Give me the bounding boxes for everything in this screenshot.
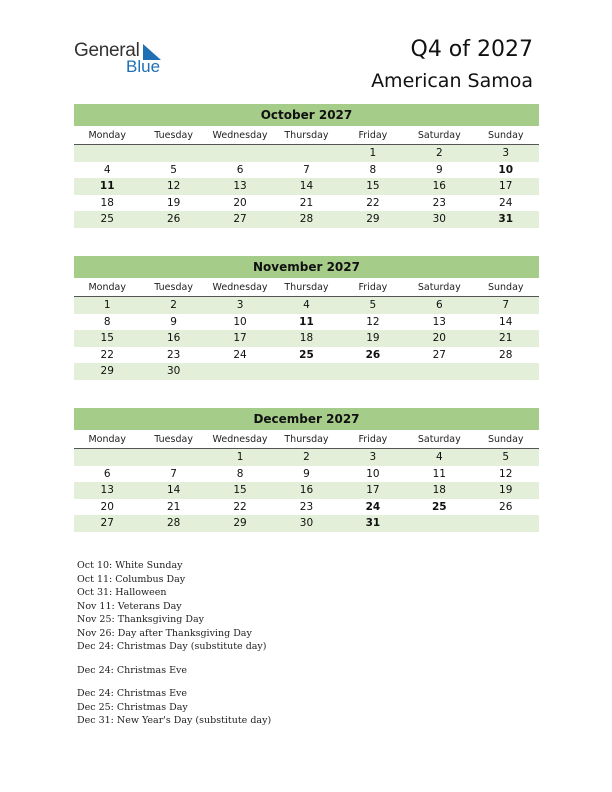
day-cell: 13 (233, 180, 247, 193)
day-cell: 1 (369, 147, 377, 159)
day-cell: 26 (365, 348, 381, 361)
week-row (74, 347, 539, 364)
weekday-label: Tuesday (154, 130, 193, 141)
empty-day-cell (273, 145, 339, 162)
page-subtitle: American Samoa (371, 70, 533, 92)
weekday-label: Monday (88, 282, 126, 293)
weekday-label: Thursday (284, 130, 329, 141)
week-row (74, 515, 539, 532)
week-row (74, 314, 539, 331)
day-cell: 12 (499, 467, 513, 480)
empty-day-cell (74, 449, 140, 466)
day-cell: 23 (299, 500, 314, 513)
holiday-note: Dec 24: Christmas Day (substitute day) (77, 641, 267, 652)
day-cell: 31 (365, 517, 381, 530)
week-row (74, 449, 539, 466)
day-cell: 3 (369, 451, 377, 463)
day-cell: 18 (432, 484, 446, 497)
week-rows (74, 449, 539, 532)
empty-day-cell (473, 515, 539, 532)
day-cell: 30 (166, 365, 181, 378)
empty-day-cell (207, 145, 273, 162)
day-cell: 12 (366, 315, 380, 328)
day-cell: 27 (432, 348, 446, 361)
empty-day-cell (273, 363, 339, 380)
month-calendar-november (74, 256, 539, 380)
holiday-note: Nov 11: Veterans Day (77, 600, 182, 612)
week-row (74, 363, 539, 380)
empty-day-cell (473, 363, 539, 380)
month-title: November 2027 (74, 256, 539, 278)
weekday-label: Tuesday (154, 282, 193, 293)
day-cell: 21 (499, 332, 513, 345)
day-cell: 17 (499, 180, 513, 193)
page-title: Q4 of 2027 (410, 37, 533, 62)
weekday-label: Wednesday (212, 434, 268, 445)
note-group-spacer (77, 677, 271, 687)
day-cell: 24 (499, 196, 513, 209)
day-cell: 23 (432, 196, 446, 209)
weekday-label: Monday (88, 130, 126, 141)
empty-day-cell (140, 145, 206, 162)
week-row (74, 482, 539, 499)
day-cell: 11 (432, 467, 446, 480)
day-cell: 2 (303, 451, 310, 463)
day-cell: 21 (299, 196, 314, 209)
weekday-label: Sunday (487, 130, 524, 141)
week-row (74, 297, 539, 314)
holiday-note: Dec 24: Christmas Eve (77, 688, 188, 699)
day-cell: 20 (432, 332, 446, 345)
day-cell: 29 (233, 517, 247, 530)
day-cell: 17 (366, 484, 380, 497)
empty-day-cell (140, 449, 206, 466)
holiday-note: Oct 11: Columbus Day (77, 573, 186, 585)
day-cell: 19 (499, 484, 513, 497)
day-cell: 12 (166, 180, 181, 193)
day-cell: 2 (170, 299, 177, 311)
holiday-note: Nov 26: Day after Thanksgiving Day (77, 627, 252, 639)
day-cell: 24 (233, 348, 247, 361)
holiday-note: Oct 10: White Sunday (77, 560, 183, 571)
day-cell: 6 (103, 467, 111, 480)
weekday-label: Friday (358, 282, 388, 293)
day-cell: 17 (233, 332, 247, 345)
weekday-header (74, 128, 539, 145)
day-cell: 15 (233, 484, 247, 497)
weekday-label: Wednesday (212, 130, 268, 141)
day-cell: 9 (435, 163, 443, 176)
week-row (74, 211, 539, 228)
day-cell: 27 (233, 213, 247, 226)
day-cell: 28 (299, 213, 314, 226)
day-cell: 8 (236, 467, 244, 480)
day-cell: 22 (100, 348, 114, 361)
day-cell: 9 (303, 467, 310, 480)
day-cell: 26 (166, 213, 181, 226)
day-cell: 13 (100, 484, 114, 497)
day-cell: 14 (499, 315, 513, 328)
weekday-label: Friday (358, 434, 388, 445)
day-cell: 11 (99, 180, 115, 193)
day-cell: 21 (166, 500, 181, 513)
weekday-label: Tuesday (154, 434, 193, 445)
month-calendar-december (74, 408, 539, 532)
day-cell: 7 (502, 299, 510, 311)
weekday-label: Monday (88, 434, 126, 445)
day-cell: 16 (299, 484, 314, 497)
weekday-label: Thursday (284, 434, 329, 445)
day-cell: 5 (369, 299, 377, 311)
day-cell: 4 (303, 299, 310, 311)
weekday-label: Saturday (417, 282, 461, 293)
day-cell: 22 (233, 500, 247, 513)
week-row (74, 499, 539, 516)
day-cell: 15 (366, 180, 380, 193)
day-cell: 30 (432, 213, 446, 226)
day-cell: 31 (498, 213, 514, 226)
weekday-label: Saturday (417, 130, 461, 141)
empty-day-cell (74, 145, 140, 162)
day-cell: 8 (103, 315, 111, 328)
day-cell: 6 (236, 163, 244, 176)
day-cell: 1 (103, 299, 111, 311)
empty-day-cell (207, 363, 273, 380)
day-cell: 25 (100, 213, 114, 226)
day-cell: 18 (100, 196, 114, 209)
week-rows (74, 145, 539, 228)
day-cell: 27 (100, 517, 114, 530)
holiday-note: Dec 25: Christmas Day (77, 701, 188, 713)
weekday-label: Saturday (417, 434, 461, 445)
day-cell: 1 (236, 451, 244, 463)
day-cell: 20 (233, 196, 247, 209)
holiday-note: Dec 24: Christmas Eve (77, 664, 188, 676)
day-cell: 19 (366, 332, 380, 345)
weekday-label: Sunday (487, 434, 524, 445)
week-row (74, 330, 539, 347)
day-cell: 8 (369, 163, 377, 176)
day-cell: 2 (435, 147, 443, 159)
brand-logo (74, 40, 174, 80)
empty-day-cell (406, 363, 472, 380)
day-cell: 5 (502, 451, 510, 463)
day-cell: 10 (366, 467, 380, 480)
day-cell: 19 (166, 196, 181, 209)
day-cell: 14 (299, 180, 314, 193)
week-row (74, 145, 539, 162)
day-cell: 29 (100, 365, 114, 378)
weekday-header (74, 280, 539, 297)
note-group-spacer (77, 654, 271, 664)
day-cell: 15 (100, 332, 114, 345)
day-cell: 7 (303, 163, 310, 176)
holiday-note: Nov 25: Thanksgiving Day (77, 614, 204, 625)
day-cell: 6 (435, 299, 443, 311)
day-cell: 30 (299, 517, 314, 530)
day-cell: 3 (502, 147, 510, 159)
day-cell: 10 (498, 163, 514, 176)
day-cell: 26 (499, 500, 513, 513)
day-cell: 25 (299, 348, 314, 361)
month-title: December 2027 (74, 408, 539, 430)
weekday-header (74, 432, 539, 449)
day-cell: 10 (233, 315, 247, 328)
day-cell: 16 (432, 180, 446, 193)
empty-day-cell (406, 515, 472, 532)
weekday-label: Thursday (284, 282, 329, 293)
brand-name-blue: Blue (126, 57, 161, 76)
holiday-note: Dec 31: New Year's Day (substitute day) (77, 715, 272, 726)
day-cell: 28 (499, 348, 513, 361)
week-row (74, 466, 539, 483)
holiday-note: Oct 31: Halloween (77, 587, 167, 598)
day-cell: 16 (166, 332, 181, 345)
day-cell: 11 (299, 315, 314, 328)
day-cell: 29 (366, 213, 380, 226)
brand-name-general: General (74, 40, 140, 61)
day-cell: 25 (432, 500, 447, 513)
day-cell: 13 (432, 315, 446, 328)
weekday-label: Friday (358, 130, 388, 141)
holiday-list (77, 559, 271, 728)
week-row (74, 195, 539, 212)
weekday-label: Wednesday (212, 282, 268, 293)
day-cell: 22 (366, 196, 380, 209)
day-cell: 4 (103, 163, 111, 176)
day-cell: 24 (365, 500, 381, 513)
day-cell: 28 (166, 517, 181, 530)
day-cell: 5 (170, 163, 177, 176)
week-row (74, 178, 539, 195)
weekday-label: Sunday (487, 282, 524, 293)
day-cell: 23 (166, 348, 181, 361)
empty-day-cell (340, 363, 406, 380)
week-rows (74, 297, 539, 380)
day-cell: 20 (100, 500, 114, 513)
day-cell: 7 (170, 467, 177, 480)
day-cell: 14 (166, 484, 181, 497)
month-calendar-october (74, 104, 539, 228)
day-cell: 18 (299, 332, 314, 345)
month-title: October 2027 (74, 104, 539, 126)
day-cell: 3 (236, 299, 244, 311)
day-cell: 9 (170, 315, 177, 328)
day-cell: 4 (435, 451, 443, 463)
week-row (74, 162, 539, 179)
